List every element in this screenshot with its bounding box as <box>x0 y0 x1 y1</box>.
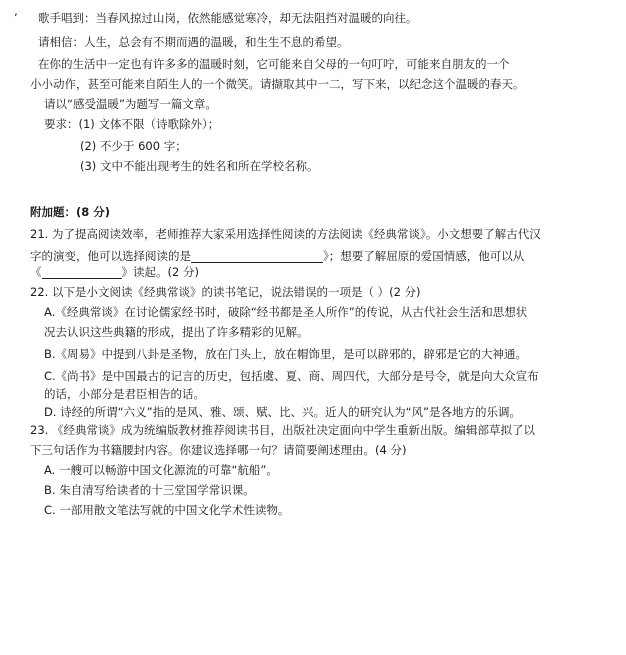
answer-blank[interactable] <box>191 250 323 263</box>
question-23-option: A. 一艘可以畅游中国文化源流的可靠“航船”。 <box>44 463 278 477</box>
bonus-heading: 附加题：(8 分) <box>30 205 111 219</box>
essay-requirement: 要求：(1) 文体不限（诗歌除外）； <box>44 117 220 131</box>
question-23-option: B. 朱自清写给读者的十三堂国学常识课。 <box>44 483 255 497</box>
question-21-text: 》；想要了解屈原的爱国情感，他可以从 <box>323 249 525 263</box>
essay-paragraph-line: 在你的生活中一定也有许多多的温暖时刻，它可能来自父母的一句叮咛，可能来自朋友的一个 <box>38 57 510 71</box>
question-22-option: D. 诗经的所谓“六义”指的是风、雅、颂、赋、比、兴。近人的研究认为“风”是各地方的乐调。 <box>44 405 521 419</box>
question-22-option: C.《尚书》是中国最古的记言的历史，包括虞、夏、商、周四代，大部分是号令，就是向大众宣布 <box>44 369 539 383</box>
question-22-option: A.《经典常谈》在讨论儒家经书时，破除“经书都是圣人所作”的传说，从古代社会生活和思想状 <box>44 305 528 319</box>
essay-task: 请以“感受温暖”为题写一篇文章。 <box>44 97 217 111</box>
essay-lyric: 歌手唱到：当春风掠过山岗，依然能感觉寒冷，却无法阻挡对温暖的向往。 <box>38 11 418 25</box>
question-22-stem: 22. 以下是小文阅读《经典常谈》的读书笔记，说法错误的一项是（ ）(2 分) <box>30 285 421 299</box>
question-21-text: 《 <box>30 265 42 279</box>
margin-mark: ’ <box>14 11 18 25</box>
question-22-option: 况去认识这些典籍的形成，提出了许多精彩的见解。 <box>44 325 309 339</box>
question-23-line: 下三句话作为书籍腰封内容。你建议选择哪一句？请简要阐述理由。(4 分) <box>30 443 407 457</box>
question-21-line <box>30 250 524 263</box>
essay-paragraph-line: 小小动作，甚至可能来自陌生人的一个微笑。请撷取其中一二，写下来，以纪念这个温暖的春天。 <box>30 77 525 91</box>
answer-blank[interactable] <box>42 266 122 279</box>
question-21-line <box>30 266 199 279</box>
essay-requirement: (3) 文中不能出现考生的姓名和所在学校名称。 <box>80 159 319 173</box>
essay-prompt-line: 请相信：人生，总会有不期而遇的温暖，和生生不息的希望。 <box>38 35 349 49</box>
question-22-option: B.《周易》中提到八卦是圣物，放在门头上，放在帽饰里，是可以辟邪的，辟邪是它的大神通。 <box>44 347 528 361</box>
question-21-text: 》读起。(2 分) <box>121 265 199 279</box>
question-23-option: C. 一部用散文笔法写就的中国文化学术性读物。 <box>44 503 290 517</box>
question-23-line: 23. 《经典常谈》成为统编版教材推荐阅读书目，出版社决定面向中学生重新出版。编辑部草拟了以 <box>30 423 535 437</box>
question-22-option: 的话，小部分是君臣相告的话。 <box>44 387 205 401</box>
essay-requirement: (2) 不少于 600 字； <box>80 139 187 153</box>
question-21-text: 字的演变，他可以选择阅读的是 <box>30 249 191 263</box>
question-21-line: 21. 为了提高阅读效率，老师推荐大家采用选择性阅读的方法阅读《经典常谈》。小文想要了解古代汉 <box>30 227 541 241</box>
